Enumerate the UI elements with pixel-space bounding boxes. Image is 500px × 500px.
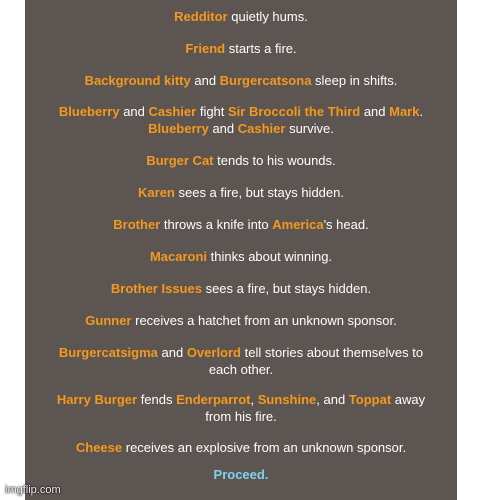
event-text: . xyxy=(419,104,424,119)
tribute-name: Cashier xyxy=(237,121,286,136)
event-line xyxy=(25,248,457,265)
event-line xyxy=(25,72,457,89)
event-text: sees a fire, but stays hidden. xyxy=(201,281,372,296)
event-entry xyxy=(25,152,457,169)
event-line xyxy=(25,408,457,425)
event-text: receives a hatchet from an unknown sponsor. xyxy=(131,313,397,328)
event-text: sees a fire, but stays hidden. xyxy=(174,185,344,200)
tribute-name: Burger Cat xyxy=(146,153,214,168)
tribute-name: Overlord xyxy=(186,345,241,360)
event-text: each other. xyxy=(208,362,274,377)
event-line xyxy=(25,361,457,378)
tribute-name: Brother Issues xyxy=(110,281,202,296)
tribute-name: Cashier xyxy=(148,104,197,119)
event-text: tends to his wounds. xyxy=(213,153,336,168)
event-line xyxy=(25,216,457,233)
tribute-name: Mark xyxy=(389,104,420,119)
event-text: away xyxy=(391,392,426,407)
event-text: thinks about winning. xyxy=(207,249,333,264)
event-line xyxy=(25,391,457,408)
tribute-name: Redditor xyxy=(174,9,228,24)
event-text: and xyxy=(208,121,238,136)
event-text: , xyxy=(250,392,258,407)
event-log-panel xyxy=(25,0,457,500)
event-text: from his fire. xyxy=(205,409,277,424)
event-text: fends xyxy=(137,392,177,407)
event-entry xyxy=(25,439,457,456)
event-text: and xyxy=(119,104,149,119)
event-line xyxy=(25,344,457,361)
tribute-name: Background kitty xyxy=(84,73,191,88)
event-entry xyxy=(25,391,457,425)
event-entry xyxy=(25,40,457,57)
event-text: quietly hums. xyxy=(227,9,308,24)
event-text: and xyxy=(360,104,390,119)
event-line xyxy=(25,439,457,456)
tribute-name: Sunshine xyxy=(257,392,317,407)
event-entry xyxy=(25,280,457,297)
tribute-name: Blueberry xyxy=(148,121,209,136)
event-text: fight xyxy=(196,104,229,119)
event-entry xyxy=(25,103,457,137)
tribute-name: Blueberry xyxy=(58,104,120,119)
tribute-name: Gunner xyxy=(85,313,132,328)
event-text: 's head. xyxy=(323,217,369,232)
tribute-name: Macaroni xyxy=(149,249,208,264)
tribute-name: Sir Broccoli the Third xyxy=(228,104,361,119)
event-entry xyxy=(25,184,457,201)
event-text: throws a knife into xyxy=(160,217,273,232)
tribute-name: Enderparrot xyxy=(176,392,251,407)
event-text: starts a fire. xyxy=(225,41,297,56)
event-text: tell stories about themselves to xyxy=(241,345,424,360)
event-text: sleep in shifts. xyxy=(311,73,398,88)
event-entry xyxy=(25,8,457,25)
event-entry xyxy=(25,344,457,378)
tribute-name: Brother xyxy=(113,217,161,232)
tribute-name: Karen xyxy=(138,185,175,200)
event-line xyxy=(25,184,457,201)
tribute-name: Toppat xyxy=(348,392,392,407)
event-line xyxy=(25,8,457,25)
event-line xyxy=(25,312,457,329)
event-line xyxy=(25,103,457,120)
tribute-name: Harry Burger xyxy=(56,392,138,407)
tribute-name: Burgercatsigma xyxy=(58,345,158,360)
event-line xyxy=(25,152,457,169)
event-text: and xyxy=(157,345,187,360)
event-text: , and xyxy=(316,392,349,407)
tribute-name: Cheese xyxy=(75,440,123,455)
tribute-name: Burgercatsona xyxy=(219,73,312,88)
proceed-link[interactable]: Proceed. xyxy=(213,467,269,482)
event-text: receives an explosive from an unknown sponsor. xyxy=(122,440,407,455)
event-text: and xyxy=(190,73,220,88)
event-text: survive. xyxy=(285,121,334,136)
tribute-name: Friend xyxy=(185,41,226,56)
tribute-name: America xyxy=(272,217,324,232)
event-entry xyxy=(25,72,457,89)
event-entry xyxy=(25,216,457,233)
event-entry xyxy=(25,248,457,265)
event-line xyxy=(25,280,457,297)
watermark: imgflip.com xyxy=(5,484,61,496)
event-line xyxy=(25,40,457,57)
event-entry xyxy=(25,312,457,329)
event-line xyxy=(25,120,457,137)
